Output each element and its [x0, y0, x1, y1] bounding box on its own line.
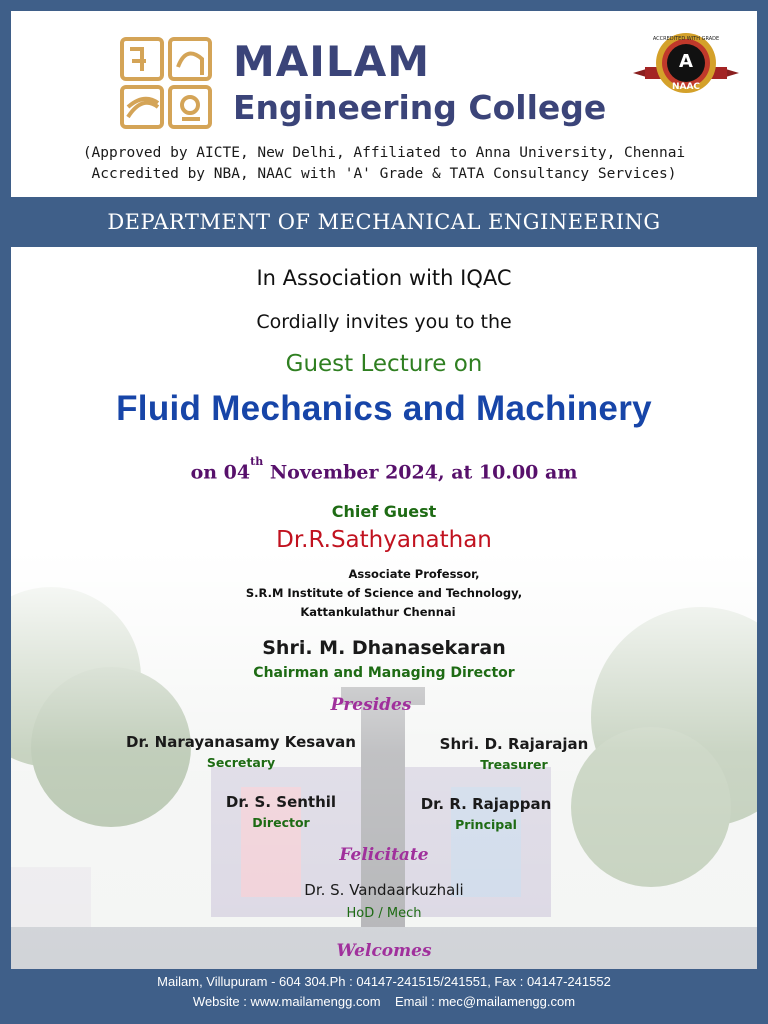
- footer-contact: Website : www.mailamengg.com Email : mec@mailamengg.com: [192, 994, 576, 1009]
- contact-footer: [0, 972, 768, 1012]
- approval-text: [11, 143, 757, 185]
- hod-role: HoD / Mech: [346, 906, 422, 921]
- event-date-suffix: November 2024, at 10.00 am: [263, 461, 578, 484]
- approval-line1: (Approved by AICTE, New Delhi, Affiliated to Anna University, Chennai: [82, 145, 686, 161]
- chairman-role: Chairman and Managing Director: [253, 665, 515, 681]
- presider-secretary: [91, 733, 391, 770]
- presides-label: Presides: [330, 695, 412, 715]
- invitation-line: Cordially invites you to the: [256, 311, 512, 333]
- college-name: [233, 37, 607, 127]
- welcomes-label: Welcomes: [336, 941, 432, 961]
- presider-name: Dr. Narayanasamy Kesavan: [126, 733, 356, 751]
- chairman-name: Shri. M. Dhanasekaran: [262, 637, 506, 659]
- presider-director: [186, 793, 376, 830]
- chief-guest-location: Kattankulathur Chennai: [300, 605, 456, 619]
- chief-guest-designation: Associate Professor,: [348, 567, 480, 581]
- hod-name: Dr. S. Vandaarkuzhali: [304, 881, 464, 899]
- poster-frame: [11, 11, 757, 969]
- presider-role: Director: [252, 815, 310, 830]
- association-line: In Association with IQAC: [256, 266, 512, 290]
- college-logo-icon: [120, 37, 212, 129]
- naac-label: NAAC: [671, 82, 701, 92]
- college-name-line2: Engineering College: [233, 88, 607, 127]
- invitation-body: [11, 247, 757, 969]
- presider-name: Dr. S. Senthil: [225, 793, 337, 811]
- presider-role: Principal: [455, 817, 517, 832]
- presider-principal: [406, 795, 566, 832]
- presider-name: Shri. D. Rajarajan: [439, 735, 589, 753]
- chief-guest-name: Dr.R.Sathyanathan: [276, 527, 492, 553]
- naac-ring-text: ACCREDITED WITH GRADE: [652, 36, 720, 42]
- college-name-line1: MAILAM: [233, 37, 430, 86]
- naac-badge-icon: [631, 29, 741, 101]
- presider-role: Secretary: [206, 755, 276, 770]
- approval-line2: Accredited by NBA, NAAC with 'A' Grade & TATA Consultancy Services): [91, 166, 677, 182]
- presider-role: Treasurer: [480, 757, 548, 772]
- lecture-topic-title: Fluid Mechanics and Machinery: [116, 389, 652, 428]
- felicitate-label: Felicitate: [339, 845, 429, 865]
- presider-treasurer: [424, 735, 604, 772]
- chief-guest-institution: S.R.M Institute of Science and Technology,: [245, 586, 523, 600]
- naac-grade: A: [679, 51, 693, 72]
- chief-guest-label: Chief Guest: [331, 502, 437, 521]
- department-banner: DEPARTMENT OF MECHANICAL ENGINEERING: [0, 197, 768, 247]
- college-header: [11, 11, 757, 197]
- guest-lecture-label: Guest Lecture on: [285, 351, 483, 377]
- presider-name: Dr. R. Rajappan: [420, 795, 552, 813]
- event-date-prefix: on 04: [190, 461, 251, 484]
- event-date: [11, 455, 757, 484]
- event-date-ordinal: th: [250, 455, 264, 468]
- footer-address: Mailam, Villupuram - 604 304.Ph : 04147-241515/241551, Fax : 04147-241552: [157, 974, 611, 989]
